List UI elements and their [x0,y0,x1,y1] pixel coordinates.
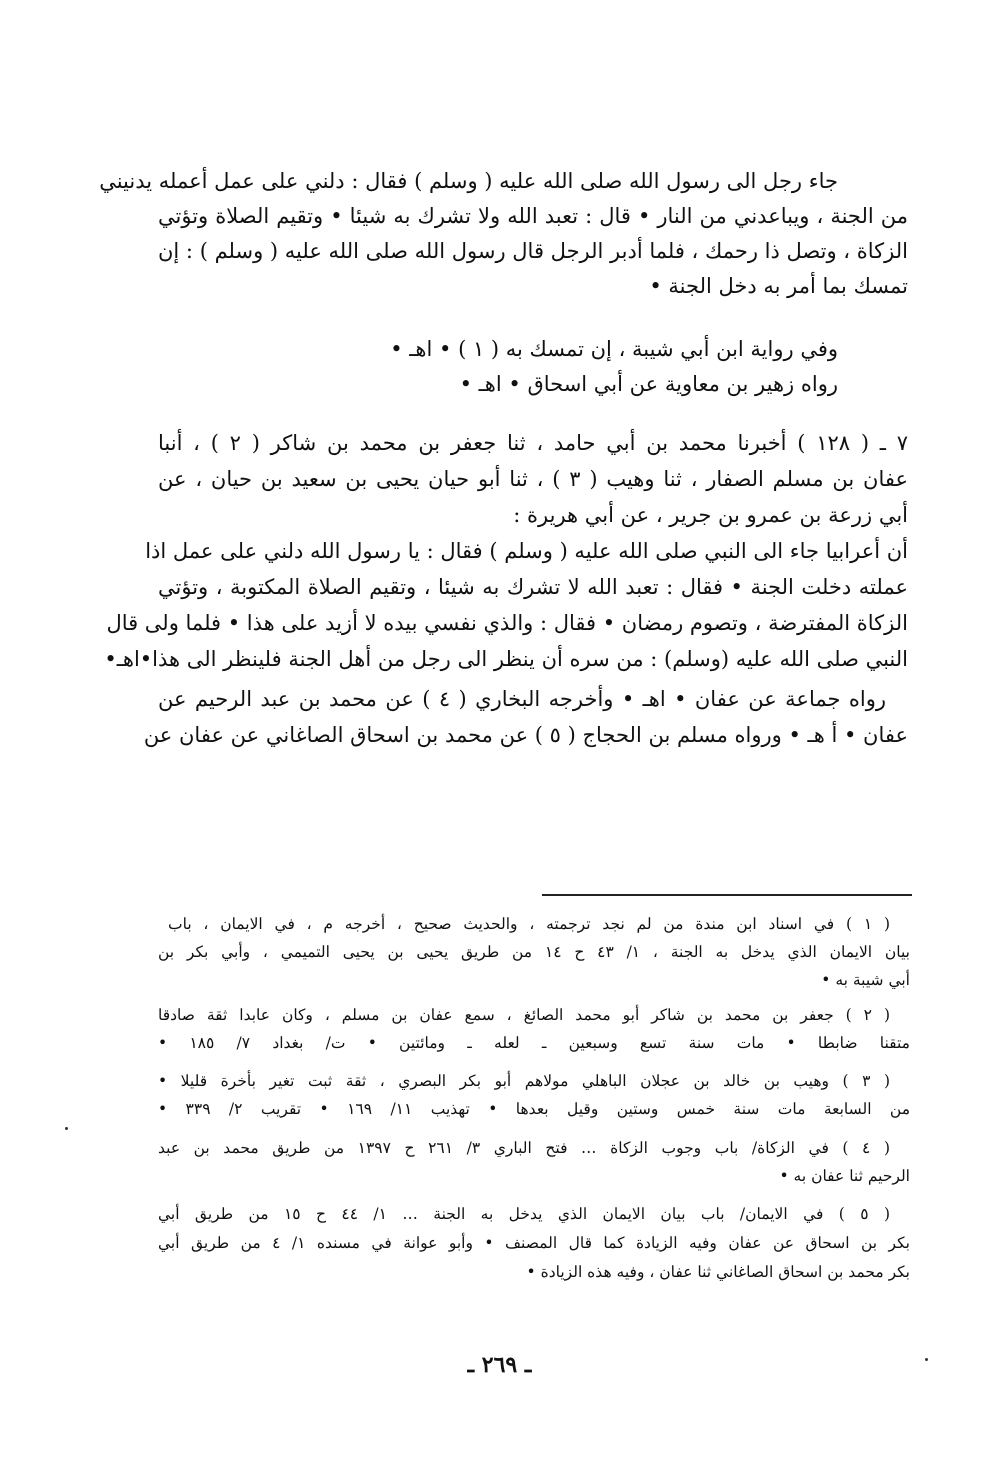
footnote-line: الرحيم ثنا عفان به • [779,1167,910,1185]
text-line: الزكاة ، وتصل ذا رحمك ، فلما أدبر الرجل قال رسول الله صلى الله عليه ( وسلم ) : إن [158,239,908,263]
footnote-line: ( ٤ ) في الزكاة/ باب وجوب الزكاة … فتح الباري ٣/ ٢٦١ ح ١٣٩٧ من طريق محمد بن عبد [158,1139,890,1157]
text-line: رواه جماعة عن عفان • اهـ • وأخرجه البخاري ( ٤ ) عن محمد بن عبد الرحيم عن [158,687,886,711]
footnote-line: بيان الايمان الذي يدخل به الجنة ، ١/ ٤٣ ح ١٤ من طريق يحيى بن يحيى التميمي ، وأبي بكر بن [158,943,910,961]
footnote-line: ( ٥ ) في الايمان/ باب بيان الايمان الذي يدخل به الجنة … ١/ ٤٤ ح ١٥ من طريق أبي [158,1205,890,1223]
footnote-line: بكر بن اسحاق عن عفان وفيه الزيادة كما قال المصنف • وأبو عوانة في مسنده ١/ ٤ من طريق أبي [158,1234,910,1252]
text-line: جاء رجل الى رسول الله صلى الله عليه ( وسلم ) فقال : دلني على عمل أعمله يدنيني [99,169,838,193]
footnote-separator [542,894,912,896]
text-line: أن أعرابيا جاء الى النبي صلى الله عليه ( وسلم ) فقال : يا رسول الله دلني على عمل اذا [145,539,908,563]
text-line: وفي رواية ابن أبي شيبة ، إن تمسك به ( ١ ) • اهـ • [390,337,838,361]
text-line: ٧ ـ ( ١٢٨ ) أخبرنا محمد بن أبي حامد ، ثنا جعفر بن محمد بن شاكر ( ٢ ) ، أنبا [158,431,908,455]
footnote-line: ( ٢ ) جعفر بن محمد بن شاكر أبو محمد الصائغ ، سمع عفان بن مسلم ، وكان عابدا ثقة صادقا [158,1006,890,1024]
text-line: النبي صلى الله عليه (وسلم) : من سره أن ينظر الى رجل من أهل الجنة فلينظر الى هذا•اهـ• [104,647,908,671]
scan-speck [925,1358,928,1361]
text-line: رواه زهير بن معاوية عن أبي اسحاق • اهـ • [459,372,838,396]
footnote-line: أبي شيبة به • [821,971,910,989]
text-line: تمسك بما أمر به دخل الجنة • [649,274,908,298]
text-line: عملته دخلت الجنة • فقال : تعبد الله لا تشرك به شيئا ، وتقيم الصلاة المكتوبة ، وتؤتي [158,575,908,599]
scan-speck [65,1127,68,1130]
text-line: أبي زرعة بن عمرو بن جرير ، عن أبي هريرة : [513,503,908,527]
footnote-line: من السابعة مات سنة خمس وستين وقيل بعدها • تهذيب ١١/ ١٦٩ • تقريب ٢/ ٣٣٩ • [158,1100,910,1118]
text-line: عفان بن مسلم الصفار ، ثنا وهيب ( ٣ ) ، ثنا أبو حيان يحيى بن سعيد بن حيان ، عن [158,467,909,491]
footnote-line: ( ٣ ) وهيب بن خالد بن عجلان الباهلي مولاهم أبو بكر البصري ، ثقة ثبت تغير بأخرة قليلا • [158,1072,890,1090]
text-line: من الجنة ، ويباعدني من النار • قال : تعبد الله ولا تشرك به شيئا • وتقيم الصلاة وتؤتي [158,204,908,228]
footnote-line: ( ١ ) في اسناد ابن مندة من لم نجد ترجمته ، والحديث صحيح ، أخرجه م ، في الايمان ، باب [168,915,890,933]
footnote-line: متقنا ضابطا • مات سنة تسع وسبعين ـ لعله ـ ومائتين • ت/ بغداد ٧/ ١٨٥ • [158,1034,910,1052]
footnote-line: بكر محمد بن اسحاق الصاغاني ثنا عفان ، وفيه هذه الزيادة • [526,1263,910,1281]
page-number: ـ ٢٦٩ ـ [467,1352,532,1378]
text-line: الزكاة المفترضة ، وتصوم رمضان • فقال : والذي نفسي بيده لا أزيد على هذا • فلما ولى قال [106,611,908,635]
text-line: عفان • أ هـ • ورواه مسلم بن الحجاج ( ٥ ) عن محمد بن اسحاق الصاغاني عن عفان عن [143,723,908,747]
